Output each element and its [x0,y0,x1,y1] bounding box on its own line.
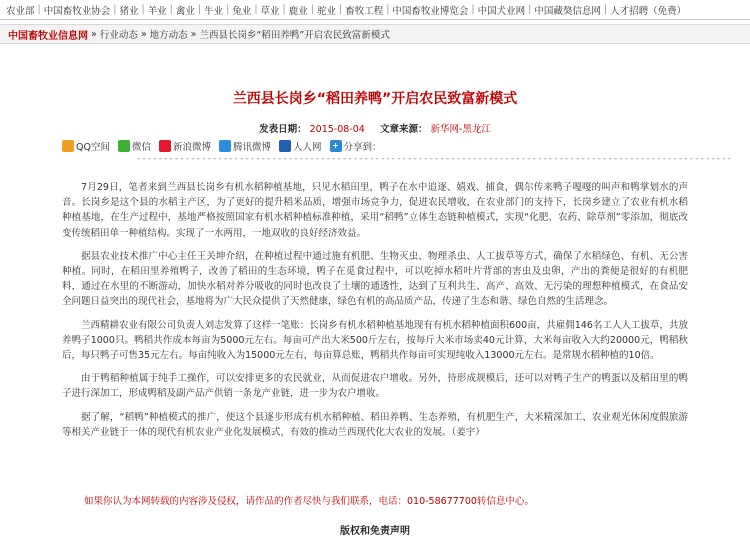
share-label: 人人网 [293,142,322,153]
top-nav-link[interactable]: 驼业 [316,5,336,17]
tencent-weibo-icon [219,140,231,152]
site-brand-link[interactable]: 中国畜牧业信息网 [8,30,88,42]
source-label: 文章来源： [379,124,428,135]
publish-date: 2015-08-04 [309,124,365,135]
article-body [62,180,688,448]
share-renren-button[interactable] [279,139,322,153]
article-paragraph: 据县农业技术推广中心主任王关坤介绍，在种植过程中通过施有机肥、生物灭虫、物理杀虫、人工拔草等方式，确保了水稻绿色、有机、无公害种植。同时，在稻田里养殖鸭子，改善了稻田的生态环境，鸭子在觅食过程中，可以吃掉水稻叶片背部的害虫及虫卵，产出的粪便是很好的有机肥料，通过在水里的不断游动，加快水稻对养分吸收的同时也改良了土壤的通透性，达到了互利共生、高产、高效、无污染的理想种植模式，在食品安全问题日益突出的现代社会，基地将为广大民众提供了天然健康，绿色有机的高品质产品，传递了生态和谐、绿色自然的生活理念。 [62,250,688,308]
breadcrumb-arrow-icon: » [140,28,147,40]
share-label: 腾讯微博 [233,142,272,153]
nav-separator: | [338,4,343,15]
nav-separator: | [169,4,173,15]
nav-separator: | [254,4,258,15]
share-label: QQ空间 [76,142,110,153]
share-label: 新浪微博 [172,142,211,153]
weibo-icon [159,140,171,152]
date-label: 发表日期： [259,124,307,135]
breadcrumb-arrow-icon: » [190,28,197,40]
breadcrumb [0,24,750,44]
article-title: 兰西县长岗乡“稻田养鸭”开启农民致富新模式 [232,91,518,107]
top-nav-link[interactable]: 中国畜牧业协会 [43,5,111,17]
top-nav-link[interactable]: 兔业 [232,5,252,17]
top-nav-link[interactable]: 草业 [260,5,280,17]
top-nav-link[interactable]: 中国犬业网 [477,5,526,17]
top-nav-link[interactable]: 中国畜牧业博览会 [392,5,469,17]
share-weibo-button[interactable] [159,139,211,153]
share-label: 微信 [131,142,151,153]
share-share-plus-button[interactable] [330,139,382,153]
nav-separator: | [37,4,41,15]
nav-separator: | [141,4,145,15]
share-tencent-weibo-button[interactable] [219,139,271,153]
top-nav-link[interactable]: 畜牧工程 [345,5,384,17]
top-nav-link[interactable]: 禽业 [175,5,195,17]
copyright-notice: 如果你认为本网转载的内容涉及侵权，请作品的作者尽快与我们联系，电话：010-58677700转信息中心。 [84,496,534,507]
nav-separator: | [282,4,286,15]
nav-separator: | [528,4,532,15]
nav-separator: | [197,4,202,15]
qzone-icon [62,140,74,152]
top-nav-link[interactable]: 鹿业 [288,5,308,17]
breadcrumb-item-industry[interactable]: 行业动态 [99,30,138,41]
nav-separator: | [113,4,117,15]
top-nav-link[interactable]: 农业部 [6,5,35,17]
dashed-divider: -------------------------------------------------------------------------------------------------------------- [136,154,733,164]
top-nav-link[interactable]: 猪业 [119,5,139,17]
nav-separator: | [386,4,390,15]
article-source[interactable]: 新华网-黑龙江 [430,124,491,135]
article-paragraph: 7月29日，笔者来到兰西县长岗乡有机水稻种植基地，只见水稻田里，鸭子在水中追逐、嬉戏、捕食，偶尔传来鸭子嘎嘎的叫声和鸭掌划水的声音。长岗乡是这个县的水稻主产区，为了更好的提升稻米品质，增强市场竞争力，促进农民增收，在农业部门的支持下，长岗乡建立了农业有机水稻种植基地，在生产过程中，基地严格按照国家有机水稻种植标准种植，采用“稻鸭”立体生态链种植模式，实现“化肥、农药、除草剂”零添加，彻底改变传统稻田单一种植结构。实现了一水两用，一地双收的良好经济效益。 [62,182,688,239]
nav-separator: | [471,4,475,15]
breadcrumb-item-local[interactable]: 地方动态 [149,30,188,41]
top-nav-link[interactable]: 牛业 [204,5,224,17]
top-nav-link[interactable]: 羊业 [147,5,167,17]
wechat-icon [118,140,130,152]
nav-separator: | [226,4,230,15]
article-paragraph: 据了解，“稻鸭”种植模式的推广，使这个县逐步形成有机水稻种植、稻田养鸭、生态养殖，有机肥生产，大米精深加工、农业观光休闲度假旅游等相关产业链于一体的现代有机农业产业化发展模式，有效的推动兰西现代化大农业的发展。（姜宇） [62,411,688,438]
share-qzone-button[interactable] [62,139,110,153]
article-meta [0,121,750,135]
copyright-disclaimer-heading[interactable]: 版权和免责声明 [340,526,410,537]
share-label: 分享到： [343,142,382,153]
renren-icon [279,140,291,152]
share-wechat-button[interactable] [118,139,151,153]
top-nav [0,0,750,20]
share-plus-icon: + [330,140,342,152]
top-nav-link[interactable]: 中国藏獒信息网 [534,5,601,17]
article-paragraph: 由于鸭稻种植属于纯手工操作，可以安排更多的农民就业，从而促进农户增收。另外，待形成规模后，还可以对鸭子生产的鸭蛋以及稻田里的鸭子进行深加工，形成鸭稻及副产品产供销一条龙产业链，进一步为农户增收。 [62,373,688,400]
nav-separator: | [603,4,608,15]
breadcrumb-item-current: 兰西县长岗乡“稻田养鸭”开启农民致富新模式 [199,30,390,41]
top-nav-link[interactable]: 人才招聘（免费） [610,5,687,17]
breadcrumb-arrow-icon: » [91,28,97,40]
nav-separator: | [310,4,314,15]
share-bar [62,139,390,153]
article-paragraph: 兰西精耕农业有限公司负责人刘志发算了这样一笔账：长岗乡有机水稻种植基地现有有机水稻种植面积600亩，共雇佣146名工人人工拔草，共放养鸭子1000只。鸭稻共作成本每亩为5000元左右。每亩可产出大米500斤左右，按每斤大米市场卖40元计算，大米每亩收入大约20000元，鸭稻秋后，每只鸭子可售35元左右。每亩纯收入为15000元左右，每亩算总账，鸭稻共作每亩可实现纯收入13000元左右。是常规水稻种植的10倍。 [62,319,688,362]
